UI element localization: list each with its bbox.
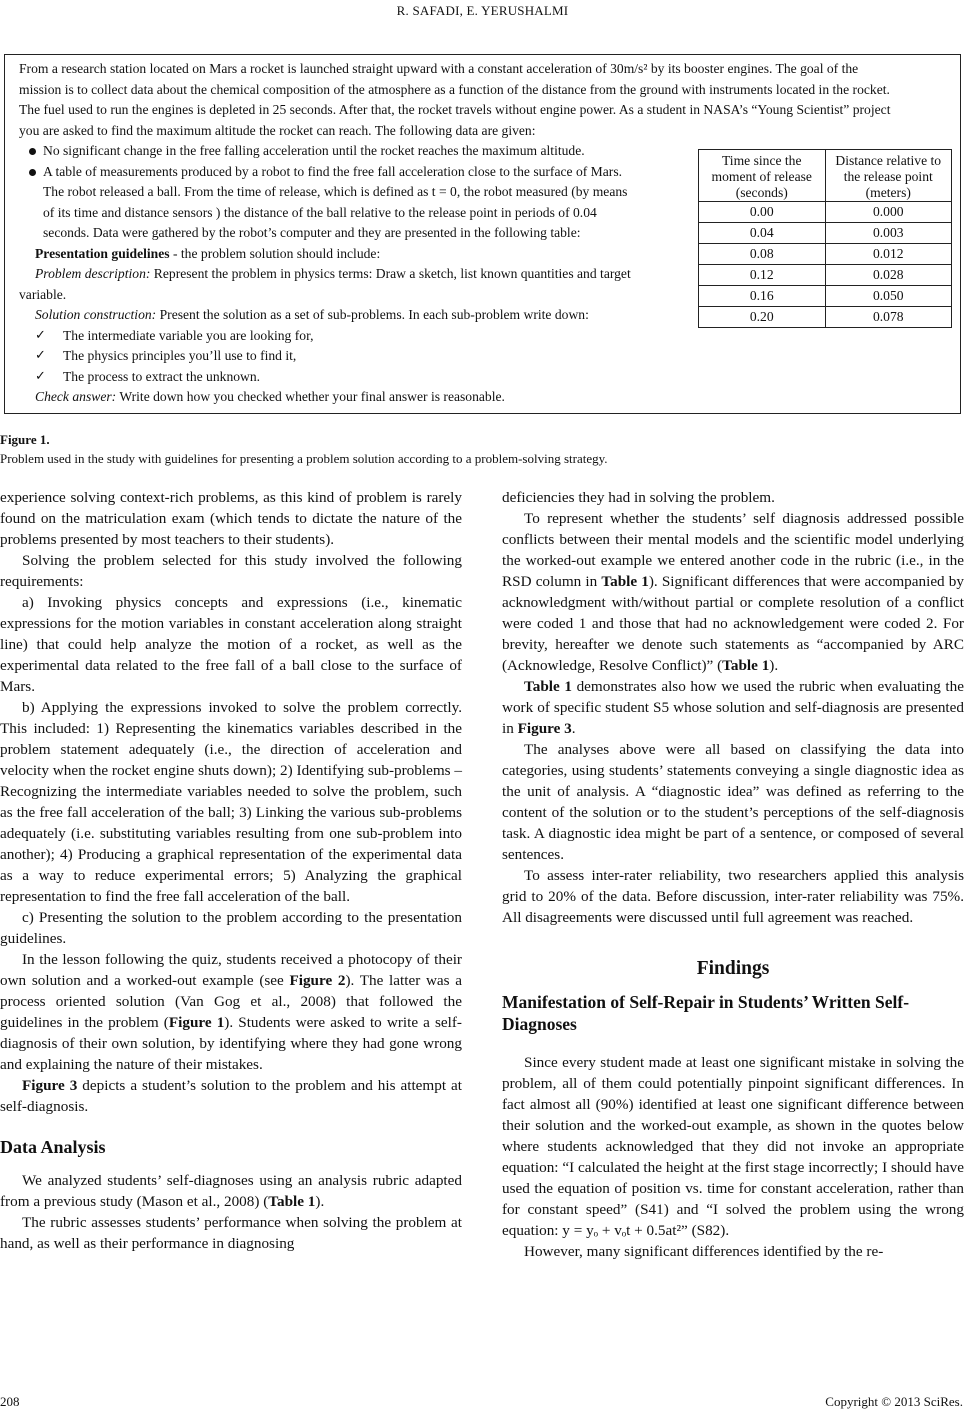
table-ref: Table 1 [601,573,649,590]
bullet-icon [29,148,36,155]
check-text: The physics principles you’ll use to find it, [63,348,297,363]
copyright: Copyright © 2013 SciRes. [825,1394,963,1409]
table-cell: 0.003 [825,223,952,244]
paragraph: b) Applying the expressions invoked to solve the problem correctly. This included: 1) Representing the kinematics variables described in the problem statement adequately (i.e., the direction of acceleration and velocity when the rocket engine shuts down); 2) Identifying sub-problems – Recognizing the intermediate variables needed to solve the problem, such as the free fall acceleration of the ball; 3) Linking the various sub-problems adequately (i.e. substituting variables resulting from one sub-problem into another); 4) Producing a graphical representation of the experimental data as a way to reduce experimental errors; 5) Analyzing the graphical representation to find the free fall acceleration of the ball. [0,699,462,905]
text-run: In the lesson following the quiz, students received a photocopy of their own solution and a worked-out example (see [0,951,462,989]
table-row [699,307,952,328]
table-row [699,202,952,223]
measurement-table [698,149,952,328]
table-cell: 0.050 [825,286,952,307]
text-run: ). [769,657,779,674]
text-run: ). [315,1193,325,1210]
text-run: To represent whether the students’ self diagnosis addressed possible conflicts between their mental models and the scientific model underlying the worked-out example we entered another code in the rubric (i.e., in the RSD column in [502,510,964,590]
caption-label: Figure 1. [0,432,50,447]
figure-ref: Figure 2 [289,972,346,989]
table-ref: Table 1 [524,678,572,695]
problem-line: The fuel used to run the engines is depleted in 25 seconds. After that, the rocket travels without engine power. As a student in NASA’s “Young Scientist” project [19,102,891,117]
problem-description-label: Problem description: [35,266,151,281]
check-text: The process to extract the unknown. [63,368,261,384]
paragraph: experience solving context-rich problems, as this kind of problem is rarely found on the matriculation exam (which tends to dictate the nature of the problems presented by most teachers to their students). [0,489,462,548]
problem-description-cont: variable. [19,286,67,302]
paragraph [0,949,462,1075]
bullet-icon [29,169,36,176]
subsection-heading: Manifestation of Self-Repair in Students’ Written Self-Diagnoses [502,992,910,1034]
page-number: 208 [0,1394,20,1409]
figure-caption [0,430,608,468]
paragraph: To assess inter-rater reliability, two researchers applied this analysis grid to 20% of the data. Before discussion, inter-rater reliability was 75%. All disagreements were discussed until full agreement was reached. [502,867,964,926]
table-cell: 0.000 [825,202,952,223]
text-run: ). Students were asked to write a self-diagnosis of their own solution, by identifying where they had gone wrong and explaining the nature of their mistakes. [0,1014,462,1073]
table-row [699,223,952,244]
robot-line: of its time and distance sensors ) the distance of the ball relative to the release point in periods of 0.04 [43,204,597,220]
table-cell: 0.16 [699,286,826,307]
table-ref: Table 1 [268,1193,316,1210]
figure-1-box [4,54,961,414]
problem-description-text: Represent the problem in physics terms: Draw a sketch, list known quantities and target [150,266,631,281]
table-cell: 0.028 [825,265,952,286]
problem-line: From a research station located on Mars a rocket is launched straight upward with a constant acceleration of 30m/s² by its booster engines. The goal of the [19,61,859,76]
text-run: We analyzed students’ self-diagnoses using an analysis rubric adapted from a previous study (Mason et al., 2008) ( [0,1172,462,1210]
checkmark-icon: ✓ [35,368,46,384]
paragraph: The rubric assesses students’ performance when solving the problem at hand, as well as their performance in diagnosing [0,1214,462,1252]
text-run: ). Significant differences that were accompanied by acknowledgment with/without partial or complete resolution of a conflict were coded 1 and those that had no acknowledgement were coded 2. For brevity, hereafter we denote such statements as “accompanied by ARC (Acknowledge, Resolve Conflict)” ( [502,573,964,674]
given-text: No significant change in the free falling acceleration until the rocket reaches the maximum altitude. [43,143,585,158]
paragraph: deficiencies they had in solving the problem. [502,489,775,506]
robot-line: The robot released a ball. From the time of release, which is defined as t = 0, the robot measured (by means [43,184,628,199]
guidelines-text: - the problem solution should include: [169,245,381,261]
paragraph [502,676,964,739]
paragraph: The analyses above were all based on classifying the data into categories, using students’ statements conveying a single diagnostic idea as the unit of analysis. A “diagnostic idea” was defined as referring to the content of the solution or to the student’s perceptions of the self-diagnosis task. A diagnostic idea might be part of a sentence, or composed of several sentences. [502,741,964,863]
check-item [35,346,949,367]
table-header-time: Time since the moment of release (seconds) [699,150,826,202]
caption-text: Problem used in the study with guidelines for presenting a problem solution according to a problem-solving strategy. [0,451,608,466]
problem-line: you are asked to find the maximum altitude the rocket can reach. The following data are given: [19,122,536,138]
table-row [699,286,952,307]
figure-ref: Figure 1 [168,1014,225,1031]
table-cell: 0.08 [699,244,826,265]
table-ref: Table 1 [722,657,770,674]
check-answer-line [19,387,949,408]
table-cell: 0.12 [699,265,826,286]
table-row [699,244,952,265]
problem-line: mission is to collect data about the chemical composition of the atmosphere as a function of the distance from the ground with instruments located in the rocket. [19,81,890,97]
check-answer-text: Write down how you checked whether your final answer is reasonable. [116,389,505,404]
solution-label: Solution construction: [35,307,157,322]
table-cell: 0.04 [699,223,826,244]
paragraph: a) Invoking physics concepts and expressions (i.e., kinematic expressions for the motion variables in constant acceleration along straight line) that could help analyze the motion of a rocket, as well as the experimental data related to the free fall of a ball close to the surface of Mars. [0,594,462,695]
table-cell: 0.20 [699,307,826,328]
table-cell: 0.00 [699,202,826,223]
paragraph: Since every student made at least one significant mistake in solving the problem, all of them could potentially pinpoint significant differences. In fact almost all (90%) identified at least one significant difference between their solution and the worked-out example, as shown in the quotes below where students acknowledged that they did not invoke an appropriate equation: “I calculated the height at the first stage incorrectly; I should have used the equation of position vs. time for constant acceleration, rather than for constant speed” (S41) and “I solved the problem using the wrong equation: y = yₒ + vₒt + 0.5at²” (S82). [502,1054,964,1239]
figure-ref: Figure 3 [517,720,572,737]
checkmark-icon: ✓ [35,327,46,343]
check-text: The intermediate variable you are looking for, [63,327,314,343]
table-cell: 0.012 [825,244,952,265]
check-answer-label: Check answer: [35,389,117,404]
given-text: A table of measurements produced by a robot to find the free fall acceleration close to the surface of Mars. [43,163,623,179]
figure-ref: Figure 3 [22,1077,78,1094]
paragraph [0,1170,462,1212]
right-column [502,487,964,1262]
paragraph [502,508,964,676]
paragraph: Solving the problem selected for this study involved the following requirements: [0,552,462,590]
paragraph: However, many significant differences identified by the re- [524,1243,884,1260]
findings-heading: Findings [696,958,770,979]
checkmark-icon: ✓ [35,348,46,363]
section-heading: Data Analysis [0,1137,106,1157]
text-run: depicts a student’s solution to the problem and his attempt at self-diagnosis. [0,1077,462,1115]
solution-text: Present the solution as a set of sub-problems. In each sub-problem write down: [156,307,589,322]
check-item [35,367,949,388]
text-run: demonstrates also how we used the rubric when evaluating the work of specific student S5 whose solution and self-diagnosis are presented in [502,678,964,737]
table-header-distance: Distance relative to the release point (meters) [825,150,952,202]
left-column [0,487,462,1254]
table-cell: 0.078 [825,307,952,328]
guidelines-heading: Presentation guidelines [35,245,170,261]
paragraph [0,1075,462,1117]
check-item [35,326,949,347]
table-row [699,265,952,286]
paragraph: c) Presenting the solution to the problem according to the presentation guidelines. [0,909,462,947]
running-head: R. SAFADI, E. YERUSHALMI [396,3,569,18]
text-run: . [571,720,576,737]
robot-line: seconds. Data were gathered by the robot’s computer and they are presented in the following table: [43,225,581,240]
text-run: ). The latter was a process oriented solution (Van Gog et al., 2008) that followed the guidelines in the problem ( [0,972,462,1031]
